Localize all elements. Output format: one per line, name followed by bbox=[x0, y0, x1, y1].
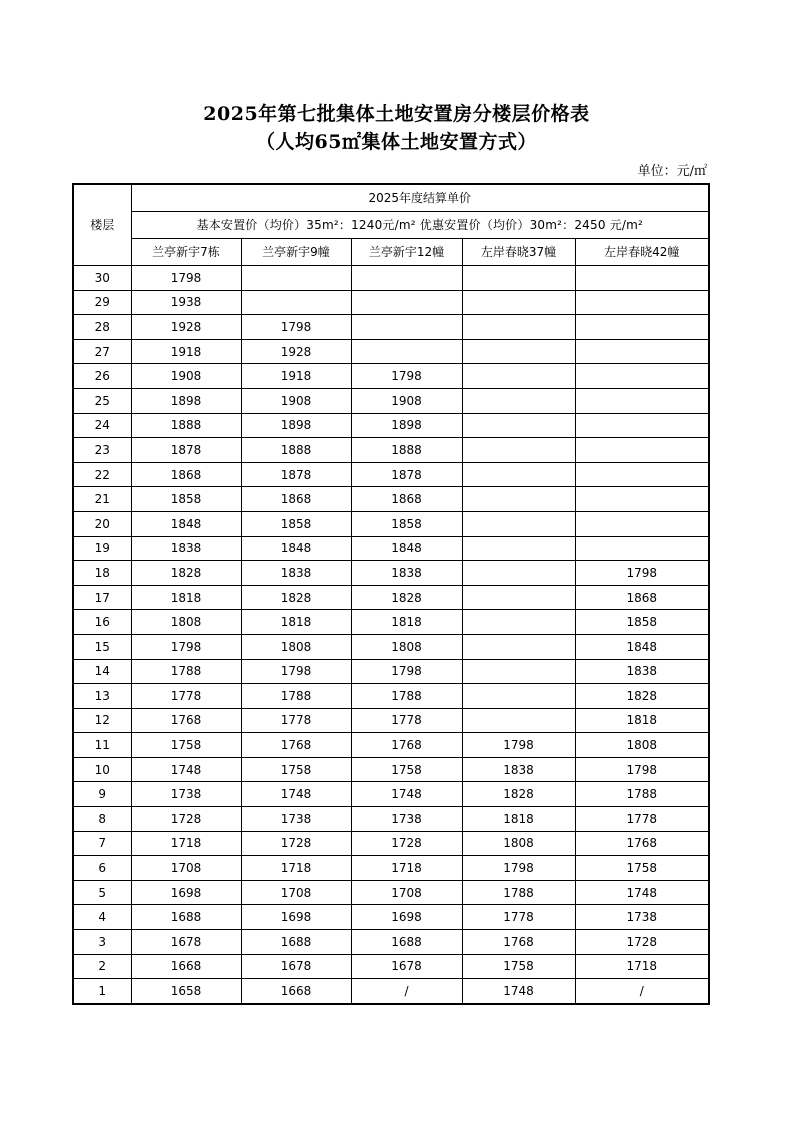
building-header: 兰亭新宇9幢 bbox=[241, 239, 351, 266]
floor-cell: 4 bbox=[73, 905, 131, 930]
price-cell: 1778 bbox=[241, 708, 351, 733]
floor-cell: 15 bbox=[73, 634, 131, 659]
price-cell: 1848 bbox=[351, 536, 462, 561]
price-cell: 1818 bbox=[575, 708, 709, 733]
floor-cell: 17 bbox=[73, 585, 131, 610]
floor-cell: 14 bbox=[73, 659, 131, 684]
price-cell bbox=[575, 462, 709, 487]
price-cell bbox=[241, 290, 351, 315]
price-cell: 1668 bbox=[131, 954, 241, 979]
price-cell: 1798 bbox=[575, 757, 709, 782]
table-row bbox=[73, 954, 709, 979]
price-cell: 1718 bbox=[241, 856, 351, 881]
price-cell: 1748 bbox=[131, 757, 241, 782]
price-table-body bbox=[73, 184, 709, 1004]
header-row-note bbox=[73, 212, 709, 239]
table-row bbox=[73, 462, 709, 487]
price-cell: 1898 bbox=[131, 388, 241, 413]
price-cell: 1798 bbox=[241, 659, 351, 684]
floor-cell: 21 bbox=[73, 487, 131, 512]
price-cell: 1838 bbox=[351, 561, 462, 586]
price-cell: 1908 bbox=[131, 364, 241, 389]
price-cell: 1878 bbox=[131, 438, 241, 463]
floor-cell: 2 bbox=[73, 954, 131, 979]
price-cell: 1688 bbox=[351, 930, 462, 955]
floor-cell: 9 bbox=[73, 782, 131, 807]
price-cell: 1878 bbox=[241, 462, 351, 487]
table-row bbox=[73, 290, 709, 315]
price-cell: 1768 bbox=[462, 930, 575, 955]
price-cell: 1778 bbox=[351, 708, 462, 733]
price-cell: 1688 bbox=[241, 930, 351, 955]
price-cell bbox=[351, 290, 462, 315]
price-cell: 1908 bbox=[351, 388, 462, 413]
price-cell bbox=[351, 315, 462, 340]
price-cell: 1678 bbox=[131, 930, 241, 955]
floor-cell: 16 bbox=[73, 610, 131, 635]
table-row bbox=[73, 880, 709, 905]
price-cell: 1768 bbox=[575, 831, 709, 856]
price-cell bbox=[351, 266, 462, 291]
price-cell: 1768 bbox=[131, 708, 241, 733]
floor-cell: 25 bbox=[73, 388, 131, 413]
price-cell: 1898 bbox=[241, 413, 351, 438]
table-row bbox=[73, 438, 709, 463]
price-note: 基本安置价（均价）35m²：1240元/m² 优惠安置价（均价）30m²：2450 元/m² bbox=[131, 212, 709, 239]
price-cell: / bbox=[575, 979, 709, 1004]
price-cell: 1858 bbox=[131, 487, 241, 512]
price-cell: 1908 bbox=[241, 388, 351, 413]
price-cell: 1838 bbox=[131, 536, 241, 561]
price-cell: 1888 bbox=[241, 438, 351, 463]
floor-cell: 11 bbox=[73, 733, 131, 758]
price-cell: 1748 bbox=[575, 880, 709, 905]
table-row bbox=[73, 339, 709, 364]
header-row-buildings bbox=[73, 239, 709, 266]
price-cell: 1798 bbox=[351, 364, 462, 389]
floor-cell: 5 bbox=[73, 880, 131, 905]
price-cell bbox=[462, 585, 575, 610]
price-cell bbox=[462, 536, 575, 561]
floor-cell: 23 bbox=[73, 438, 131, 463]
price-cell bbox=[462, 511, 575, 536]
price-cell: 1708 bbox=[241, 880, 351, 905]
price-cell: 1938 bbox=[131, 290, 241, 315]
floor-cell: 13 bbox=[73, 684, 131, 709]
price-cell bbox=[241, 266, 351, 291]
floor-cell: 12 bbox=[73, 708, 131, 733]
table-row bbox=[73, 487, 709, 512]
price-cell: 1768 bbox=[351, 733, 462, 758]
price-cell: 1828 bbox=[462, 782, 575, 807]
floor-cell: 1 bbox=[73, 979, 131, 1004]
price-cell: 1848 bbox=[241, 536, 351, 561]
price-cell bbox=[462, 684, 575, 709]
building-header: 兰亭新宇7栋 bbox=[131, 239, 241, 266]
price-cell: 1928 bbox=[131, 315, 241, 340]
floor-cell: 24 bbox=[73, 413, 131, 438]
price-cell: 1758 bbox=[131, 733, 241, 758]
price-cell: 1798 bbox=[131, 634, 241, 659]
price-cell bbox=[462, 708, 575, 733]
floor-column-header: 楼层 bbox=[73, 184, 131, 266]
price-cell bbox=[462, 659, 575, 684]
table-row bbox=[73, 585, 709, 610]
price-cell: 1658 bbox=[131, 979, 241, 1004]
price-cell bbox=[575, 290, 709, 315]
price-cell bbox=[575, 388, 709, 413]
price-cell: 1848 bbox=[575, 634, 709, 659]
price-cell: 1718 bbox=[351, 856, 462, 881]
price-cell bbox=[462, 364, 575, 389]
price-cell: 1748 bbox=[351, 782, 462, 807]
price-cell: 1718 bbox=[131, 831, 241, 856]
price-cell: 1838 bbox=[462, 757, 575, 782]
table-row bbox=[73, 266, 709, 291]
price-cell: 1878 bbox=[351, 462, 462, 487]
price-cell: 1748 bbox=[462, 979, 575, 1004]
table-row bbox=[73, 807, 709, 832]
price-cell bbox=[462, 266, 575, 291]
table-row bbox=[73, 684, 709, 709]
unit-label: 单位：元/㎡ bbox=[637, 164, 707, 179]
table-row bbox=[73, 733, 709, 758]
price-cell: 1838 bbox=[575, 659, 709, 684]
table-row bbox=[73, 315, 709, 340]
table-row bbox=[73, 536, 709, 561]
price-cell: 1828 bbox=[241, 585, 351, 610]
table-row bbox=[73, 364, 709, 389]
price-cell: 1708 bbox=[131, 856, 241, 881]
price-cell: 1818 bbox=[462, 807, 575, 832]
price-cell: 1868 bbox=[131, 462, 241, 487]
page-title: 2025年第七批集体土地安置房分楼层价格表 bbox=[203, 103, 590, 125]
price-cell: 1718 bbox=[575, 954, 709, 979]
floor-cell: 28 bbox=[73, 315, 131, 340]
price-cell: 1868 bbox=[575, 585, 709, 610]
price-cell bbox=[462, 413, 575, 438]
price-cell: 1838 bbox=[241, 561, 351, 586]
floor-cell: 27 bbox=[73, 339, 131, 364]
table-row bbox=[73, 856, 709, 881]
price-cell: 1748 bbox=[241, 782, 351, 807]
price-cell: 1918 bbox=[131, 339, 241, 364]
price-cell: 1698 bbox=[131, 880, 241, 905]
price-cell: 1918 bbox=[241, 364, 351, 389]
table-row bbox=[73, 831, 709, 856]
price-cell bbox=[575, 266, 709, 291]
price-cell: 1788 bbox=[462, 880, 575, 905]
building-header: 左岸春晓37幢 bbox=[462, 239, 575, 266]
price-cell bbox=[462, 634, 575, 659]
price-cell: 1818 bbox=[351, 610, 462, 635]
building-header: 兰亭新宇12幢 bbox=[351, 239, 462, 266]
table-row bbox=[73, 905, 709, 930]
price-cell bbox=[462, 561, 575, 586]
table-row bbox=[73, 561, 709, 586]
price-cell: 1798 bbox=[462, 856, 575, 881]
header-row-group bbox=[73, 184, 709, 212]
price-cell bbox=[351, 339, 462, 364]
price-cell: 1758 bbox=[575, 856, 709, 881]
group-header: 2025年度结算单价 bbox=[131, 184, 709, 212]
floor-cell: 22 bbox=[73, 462, 131, 487]
price-cell: 1808 bbox=[462, 831, 575, 856]
table-row bbox=[73, 413, 709, 438]
price-cell: 1898 bbox=[351, 413, 462, 438]
price-cell: 1758 bbox=[462, 954, 575, 979]
price-cell bbox=[575, 536, 709, 561]
price-cell: 1788 bbox=[351, 684, 462, 709]
price-cell: 1738 bbox=[351, 807, 462, 832]
price-cell bbox=[575, 364, 709, 389]
price-cell bbox=[462, 315, 575, 340]
table-row bbox=[73, 659, 709, 684]
price-cell: 1678 bbox=[351, 954, 462, 979]
price-cell: 1728 bbox=[351, 831, 462, 856]
price-cell: 1928 bbox=[241, 339, 351, 364]
price-cell: 1858 bbox=[351, 511, 462, 536]
price-cell: 1848 bbox=[131, 511, 241, 536]
price-cell: 1858 bbox=[241, 511, 351, 536]
price-cell: 1668 bbox=[241, 979, 351, 1004]
price-table bbox=[72, 183, 710, 1005]
price-cell: 1708 bbox=[351, 880, 462, 905]
price-cell: 1778 bbox=[575, 807, 709, 832]
price-cell: 1798 bbox=[351, 659, 462, 684]
table-row bbox=[73, 388, 709, 413]
price-cell bbox=[575, 511, 709, 536]
price-cell: 1738 bbox=[241, 807, 351, 832]
price-cell: 1728 bbox=[575, 930, 709, 955]
price-cell: 1728 bbox=[241, 831, 351, 856]
price-cell: 1828 bbox=[131, 561, 241, 586]
price-cell bbox=[575, 315, 709, 340]
price-cell: 1798 bbox=[131, 266, 241, 291]
price-cell: 1808 bbox=[351, 634, 462, 659]
price-cell: 1728 bbox=[131, 807, 241, 832]
floor-cell: 26 bbox=[73, 364, 131, 389]
price-cell: 1758 bbox=[241, 757, 351, 782]
price-cell: 1818 bbox=[241, 610, 351, 635]
table-row bbox=[73, 511, 709, 536]
price-cell: 1678 bbox=[241, 954, 351, 979]
price-cell: 1858 bbox=[575, 610, 709, 635]
table-row bbox=[73, 930, 709, 955]
price-cell bbox=[462, 339, 575, 364]
price-cell: 1828 bbox=[575, 684, 709, 709]
table-row bbox=[73, 782, 709, 807]
price-cell: 1688 bbox=[131, 905, 241, 930]
price-cell: 1778 bbox=[462, 905, 575, 930]
price-cell bbox=[462, 388, 575, 413]
price-cell bbox=[575, 339, 709, 364]
table-row bbox=[73, 634, 709, 659]
price-cell bbox=[462, 487, 575, 512]
price-cell: 1818 bbox=[131, 585, 241, 610]
building-header: 左岸春晓42幢 bbox=[575, 239, 709, 266]
price-cell: 1888 bbox=[351, 438, 462, 463]
price-cell: 1828 bbox=[351, 585, 462, 610]
price-cell bbox=[462, 290, 575, 315]
floor-cell: 8 bbox=[73, 807, 131, 832]
price-cell: 1738 bbox=[575, 905, 709, 930]
floor-cell: 20 bbox=[73, 511, 131, 536]
price-cell: 1798 bbox=[462, 733, 575, 758]
price-cell: 1868 bbox=[241, 487, 351, 512]
price-cell bbox=[462, 610, 575, 635]
price-cell bbox=[575, 487, 709, 512]
price-cell: 1758 bbox=[351, 757, 462, 782]
table-row bbox=[73, 610, 709, 635]
price-cell: 1778 bbox=[131, 684, 241, 709]
floor-cell: 7 bbox=[73, 831, 131, 856]
price-cell: 1798 bbox=[241, 315, 351, 340]
table-row bbox=[73, 757, 709, 782]
price-cell: 1808 bbox=[575, 733, 709, 758]
table-row bbox=[73, 708, 709, 733]
price-cell: / bbox=[351, 979, 462, 1004]
floor-cell: 10 bbox=[73, 757, 131, 782]
price-cell: 1798 bbox=[575, 561, 709, 586]
price-cell bbox=[462, 438, 575, 463]
price-cell: 1808 bbox=[131, 610, 241, 635]
table-row bbox=[73, 979, 709, 1004]
price-cell bbox=[462, 462, 575, 487]
price-cell: 1698 bbox=[351, 905, 462, 930]
floor-cell: 3 bbox=[73, 930, 131, 955]
price-cell: 1788 bbox=[241, 684, 351, 709]
price-cell bbox=[575, 413, 709, 438]
price-cell: 1698 bbox=[241, 905, 351, 930]
floor-cell: 30 bbox=[73, 266, 131, 291]
price-cell: 1888 bbox=[131, 413, 241, 438]
floor-cell: 29 bbox=[73, 290, 131, 315]
price-cell: 1788 bbox=[575, 782, 709, 807]
price-cell bbox=[575, 438, 709, 463]
price-cell: 1788 bbox=[131, 659, 241, 684]
floor-cell: 6 bbox=[73, 856, 131, 881]
page-subtitle: （人均65㎡集体土地安置方式） bbox=[256, 131, 537, 153]
floor-cell: 18 bbox=[73, 561, 131, 586]
price-cell: 1768 bbox=[241, 733, 351, 758]
price-cell: 1808 bbox=[241, 634, 351, 659]
floor-cell: 19 bbox=[73, 536, 131, 561]
price-cell: 1738 bbox=[131, 782, 241, 807]
price-cell: 1868 bbox=[351, 487, 462, 512]
